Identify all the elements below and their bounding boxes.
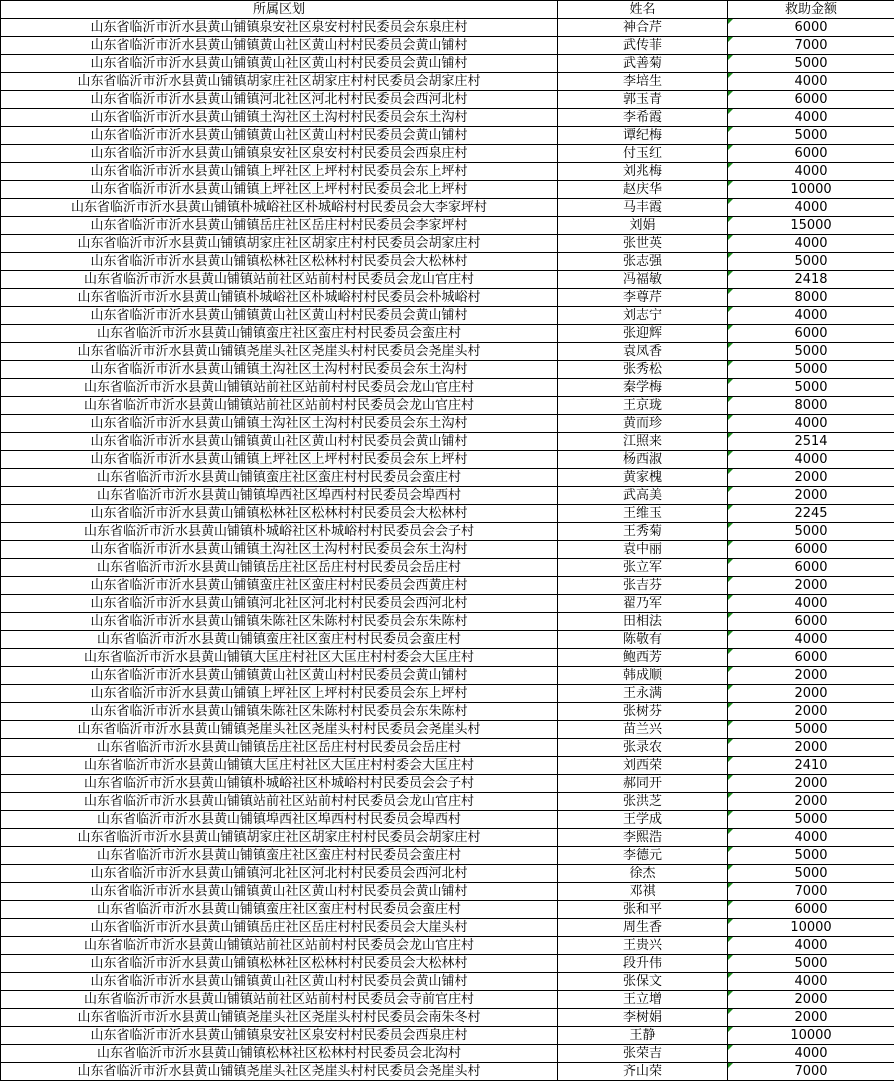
cell-amount[interactable]: 4000 — [728, 109, 894, 127]
cell-amount[interactable]: 2000 — [728, 739, 894, 757]
table-row — [1, 379, 894, 397]
table-row — [1, 1027, 894, 1045]
table-row — [1, 37, 894, 55]
table-row — [1, 487, 894, 505]
cell-name[interactable]: 田相法 — [558, 613, 728, 631]
cell-name[interactable]: 李希霞 — [558, 109, 728, 127]
cell-amount[interactable]: 5000 — [728, 721, 894, 739]
cell-amount[interactable]: 6000 — [728, 325, 894, 343]
header-name[interactable]: 姓名 — [558, 1, 728, 19]
cell-name[interactable]: 赵庆华 — [558, 181, 728, 199]
cell-amount[interactable]: 7000 — [728, 37, 894, 55]
cell-amount[interactable]: 4000 — [728, 595, 894, 613]
cell-amount[interactable]: 5000 — [728, 847, 894, 865]
cell-name[interactable]: 邓祺 — [558, 883, 728, 901]
cell-name[interactable]: 张立军 — [558, 559, 728, 577]
cell-amount[interactable]: 4000 — [728, 235, 894, 253]
cell-amount[interactable]: 6000 — [728, 559, 894, 577]
cell-amount[interactable]: 4000 — [728, 829, 894, 847]
cell-region[interactable]: 山东省临沂市沂水县黄山铺镇岳庄社区岳庄村村民委员会岳庄村 — [1, 559, 558, 577]
cell-region[interactable]: 山东省临沂市沂水县黄山铺镇朴城峪社区朴城峪村村民委员会会子村 — [1, 775, 558, 793]
table-row — [1, 253, 894, 271]
cell-amount[interactable]: 5000 — [728, 955, 894, 973]
header-row — [1, 1, 894, 19]
cell-name[interactable]: 张荣吉 — [558, 1045, 728, 1063]
cell-name[interactable]: 齐山荣 — [558, 1063, 728, 1081]
table-row — [1, 325, 894, 343]
table-row — [1, 955, 894, 973]
table-row — [1, 829, 894, 847]
cell-amount[interactable]: 6000 — [728, 19, 894, 37]
cell-amount[interactable]: 4000 — [728, 73, 894, 91]
cell-name[interactable]: 谭纪梅 — [558, 127, 728, 145]
cell-region[interactable]: 山东省临沂市沂水县黄山铺镇蛮庄社区蛮庄村村民委员会蛮庄村 — [1, 631, 558, 649]
cell-name[interactable]: 黄家槐 — [558, 469, 728, 487]
cell-name[interactable]: 刘娟 — [558, 217, 728, 235]
cell-name[interactable]: 王学成 — [558, 811, 728, 829]
cell-amount[interactable]: 10000 — [728, 919, 894, 937]
cell-amount[interactable]: 2000 — [728, 469, 894, 487]
cell-region[interactable]: 山东省临沂市沂水县黄山铺镇站前社区站前村村民委员会龙山官庄村 — [1, 271, 558, 289]
cell-name[interactable]: 秦学梅 — [558, 379, 728, 397]
cell-name[interactable]: 杨西淑 — [558, 451, 728, 469]
cell-amount[interactable]: 4000 — [728, 937, 894, 955]
table-row — [1, 541, 894, 559]
cell-amount[interactable]: 6000 — [728, 91, 894, 109]
cell-name[interactable]: 冯福敏 — [558, 271, 728, 289]
cell-amount[interactable]: 2000 — [728, 775, 894, 793]
table-row — [1, 415, 894, 433]
cell-name[interactable]: 袁中丽 — [558, 541, 728, 559]
cell-region[interactable]: 山东省临沂市沂水县黄山铺镇埠西社区埠西村村民委员会埠西村 — [1, 811, 558, 829]
cell-region[interactable]: 山东省临沂市沂水县黄山铺镇岳庄社区岳庄村村民委员会岳庄村 — [1, 739, 558, 757]
cell-region[interactable]: 山东省临沂市沂水县黄山铺镇黄山社区黄山村村民委员会黄山铺村 — [1, 37, 558, 55]
table-row — [1, 1063, 894, 1081]
cell-region[interactable]: 山东省临沂市沂水县黄山铺镇岳庄社区岳庄村村民委员会大崖头村 — [1, 919, 558, 937]
cell-name[interactable]: 张录农 — [558, 739, 728, 757]
cell-name[interactable]: 陈敬有 — [558, 631, 728, 649]
cell-amount[interactable]: 5000 — [728, 253, 894, 271]
cell-name[interactable]: 张洪芝 — [558, 793, 728, 811]
table-row — [1, 523, 894, 541]
cell-name[interactable]: 武传菲 — [558, 37, 728, 55]
cell-name[interactable]: 李熙浩 — [558, 829, 728, 847]
cell-amount[interactable]: 15000 — [728, 217, 894, 235]
cell-region[interactable]: 山东省临沂市沂水县黄山铺镇河北社区河北村村民委员会西河北村 — [1, 595, 558, 613]
cell-amount[interactable]: 5000 — [728, 55, 894, 73]
table-row — [1, 505, 894, 523]
table-body — [1, 19, 894, 1081]
cell-region[interactable]: 山东省临沂市沂水县黄山铺镇黄山社区黄山村村民委员会黄山铺村 — [1, 973, 558, 991]
table-row — [1, 847, 894, 865]
cell-region[interactable]: 山东省临沂市沂水县黄山铺镇站前社区站前村村民委员会龙山官庄村 — [1, 793, 558, 811]
cell-region[interactable]: 山东省临沂市沂水县黄山铺镇岳庄社区岳庄村村民委员会李家坪村 — [1, 217, 558, 235]
cell-amount[interactable]: 2000 — [728, 991, 894, 1009]
table-row — [1, 91, 894, 109]
cell-amount[interactable]: 5000 — [728, 379, 894, 397]
table-row — [1, 757, 894, 775]
table-row — [1, 973, 894, 991]
cell-amount[interactable]: 5000 — [728, 361, 894, 379]
cell-amount[interactable]: 6000 — [728, 613, 894, 631]
cell-name[interactable]: 徐杰 — [558, 865, 728, 883]
cell-region[interactable]: 山东省临沂市沂水县黄山铺镇土沟社区土沟村村民委员会东土沟村 — [1, 109, 558, 127]
cell-region[interactable]: 山东省临沂市沂水县黄山铺镇黄山社区黄山村村民委员会黄山铺村 — [1, 433, 558, 451]
table-row — [1, 55, 894, 73]
table-row — [1, 667, 894, 685]
cell-region[interactable]: 山东省临沂市沂水县黄山铺镇朴城峪社区朴城峪村村民委员会大李家坪村 — [1, 199, 558, 217]
cell-amount[interactable]: 4000 — [728, 973, 894, 991]
cell-region[interactable]: 山东省临沂市沂水县黄山铺镇土沟社区土沟村村民委员会东土沟村 — [1, 541, 558, 559]
cell-name[interactable]: 郭玉青 — [558, 91, 728, 109]
table-row — [1, 199, 894, 217]
cell-region[interactable]: 山东省临沂市沂水县黄山铺镇朱陈社区朱陈村村民委员会东朱陈村 — [1, 613, 558, 631]
cell-name[interactable]: 张和平 — [558, 901, 728, 919]
table-row — [1, 73, 894, 91]
cell-name[interactable]: 王永满 — [558, 685, 728, 703]
cell-region[interactable]: 山东省临沂市沂水县黄山铺镇朱陈社区朱陈村村民委员会东朱陈村 — [1, 703, 558, 721]
cell-amount[interactable]: 10000 — [728, 181, 894, 199]
cell-region[interactable]: 山东省临沂市沂水县黄山铺镇黄山社区黄山村村民委员会黄山铺村 — [1, 127, 558, 145]
cell-region[interactable]: 山东省临沂市沂水县黄山铺镇泉安社区泉安村村民委员会西泉庄村 — [1, 145, 558, 163]
table-row — [1, 433, 894, 451]
cell-amount[interactable]: 5000 — [728, 865, 894, 883]
cell-amount[interactable]: 8000 — [728, 397, 894, 415]
cell-amount[interactable]: 6000 — [728, 649, 894, 667]
cell-region[interactable]: 山东省临沂市沂水县黄山铺镇站前社区站前村村民委员会龙山官庄村 — [1, 397, 558, 415]
cell-region[interactable]: 山东省临沂市沂水县黄山铺镇蛮庄社区蛮庄村村民委员会西黄庄村 — [1, 577, 558, 595]
cell-amount[interactable]: 2000 — [728, 1009, 894, 1027]
table-row — [1, 775, 894, 793]
cell-region[interactable]: 山东省临沂市沂水县黄山铺镇上坪社区上坪村村民委员会东上坪村 — [1, 163, 558, 181]
table-row — [1, 307, 894, 325]
cell-name[interactable]: 王京珑 — [558, 397, 728, 415]
table-row — [1, 1009, 894, 1027]
cell-name[interactable]: 江照来 — [558, 433, 728, 451]
cell-region[interactable]: 山东省临沂市沂水县黄山铺镇埠西社区埠西村村民委员会埠西村 — [1, 487, 558, 505]
cell-region[interactable]: 山东省临沂市沂水县黄山铺镇泉安社区泉安村村民委员会东泉庄村 — [1, 19, 558, 37]
cell-name[interactable]: 王贵兴 — [558, 937, 728, 955]
table-row — [1, 577, 894, 595]
cell-amount[interactable]: 4000 — [728, 163, 894, 181]
cell-amount[interactable]: 5000 — [728, 127, 894, 145]
cell-region[interactable]: 山东省临沂市沂水县黄山铺镇尧崖头社区尧崖头村村民委员会尧崖头村 — [1, 721, 558, 739]
table-row — [1, 271, 894, 289]
cell-region[interactable]: 山东省临沂市沂水县黄山铺镇上坪社区上坪村村民委员会东上坪村 — [1, 451, 558, 469]
cell-name[interactable]: 韩成顺 — [558, 667, 728, 685]
table-row — [1, 631, 894, 649]
cell-name[interactable]: 张保文 — [558, 973, 728, 991]
cell-region[interactable]: 山东省临沂市沂水县黄山铺镇尧崖头社区尧崖头村村民委员会尧崖头村 — [1, 343, 558, 361]
table-row — [1, 793, 894, 811]
cell-name[interactable]: 武善菊 — [558, 55, 728, 73]
cell-amount[interactable]: 2000 — [728, 487, 894, 505]
cell-region[interactable]: 山东省临沂市沂水县黄山铺镇松林社区松林村村民委员会大松林村 — [1, 505, 558, 523]
table-row — [1, 397, 894, 415]
table-row — [1, 703, 894, 721]
cell-region[interactable]: 山东省临沂市沂水县黄山铺镇上坪社区上坪村村民委员会北上坪村 — [1, 181, 558, 199]
cell-region[interactable]: 山东省临沂市沂水县黄山铺镇土沟社区土沟村村民委员会东土沟村 — [1, 415, 558, 433]
cell-amount[interactable]: 2000 — [728, 793, 894, 811]
cell-amount[interactable]: 2000 — [728, 685, 894, 703]
table-row — [1, 721, 894, 739]
cell-name[interactable]: 刘西荣 — [558, 757, 728, 775]
table-row — [1, 865, 894, 883]
table-row — [1, 613, 894, 631]
cell-amount[interactable]: 4000 — [728, 631, 894, 649]
header-region[interactable]: 所属区划 — [1, 1, 558, 19]
cell-name[interactable]: 张志强 — [558, 253, 728, 271]
cell-amount[interactable]: 2000 — [728, 667, 894, 685]
table-row — [1, 991, 894, 1009]
cell-name[interactable]: 苗兰兴 — [558, 721, 728, 739]
cell-amount[interactable]: 4000 — [728, 199, 894, 217]
table-row — [1, 127, 894, 145]
cell-name[interactable]: 刘志宁 — [558, 307, 728, 325]
header-amount[interactable]: 救助金额 — [728, 1, 894, 19]
table-row — [1, 451, 894, 469]
cell-region[interactable]: 山东省临沂市沂水县黄山铺镇蛮庄社区蛮庄村村民委员会蛮庄村 — [1, 847, 558, 865]
cell-amount[interactable]: 7000 — [728, 1063, 894, 1081]
cell-region[interactable]: 山东省临沂市沂水县黄山铺镇朴城峪社区朴城峪村村民委员会朴城峪村 — [1, 289, 558, 307]
cell-amount[interactable]: 2000 — [728, 703, 894, 721]
cell-name[interactable]: 张迎辉 — [558, 325, 728, 343]
cell-name[interactable]: 刘兆梅 — [558, 163, 728, 181]
table-row — [1, 469, 894, 487]
cell-name[interactable]: 神合芹 — [558, 19, 728, 37]
cell-region[interactable]: 山东省临沂市沂水县黄山铺镇黄山社区黄山村村民委员会黄山铺村 — [1, 55, 558, 73]
cell-region[interactable]: 山东省临沂市沂水县黄山铺镇蛮庄社区蛮庄村村民委员会蛮庄村 — [1, 469, 558, 487]
cell-name[interactable]: 李尊芹 — [558, 289, 728, 307]
cell-region[interactable]: 山东省临沂市沂水县黄山铺镇大匡庄村社区大匡庄村村委会大匡庄村 — [1, 757, 558, 775]
cell-name[interactable]: 付玉红 — [558, 145, 728, 163]
table-row — [1, 109, 894, 127]
cell-name[interactable]: 王秀菊 — [558, 523, 728, 541]
cell-region[interactable]: 山东省临沂市沂水县黄山铺镇站前社区站前村村民委员会龙山官庄村 — [1, 379, 558, 397]
cell-amount[interactable]: 4000 — [728, 1045, 894, 1063]
cell-name[interactable]: 张吉芬 — [558, 577, 728, 595]
cell-name[interactable]: 翟乃军 — [558, 595, 728, 613]
cell-name[interactable]: 王立增 — [558, 991, 728, 1009]
table-row — [1, 181, 894, 199]
cell-amount[interactable]: 5000 — [728, 523, 894, 541]
cell-amount[interactable]: 2514 — [728, 433, 894, 451]
table-row — [1, 901, 894, 919]
cell-region[interactable]: 山东省临沂市沂水县黄山铺镇土沟社区土沟村村民委员会东土沟村 — [1, 361, 558, 379]
cell-region[interactable]: 山东省临沂市沂水县黄山铺镇胡家庄社区胡家庄村村民委员会胡家庄村 — [1, 235, 558, 253]
cell-region[interactable]: 山东省临沂市沂水县黄山铺镇尧崖头社区尧崖头村村民委员会尧崖头村 — [1, 1063, 558, 1081]
table-row — [1, 649, 894, 667]
cell-amount[interactable]: 5000 — [728, 811, 894, 829]
cell-name[interactable]: 李培生 — [558, 73, 728, 91]
cell-region[interactable]: 山东省临沂市沂水县黄山铺镇河北社区河北村村民委员会西河北村 — [1, 865, 558, 883]
cell-amount[interactable]: 8000 — [728, 289, 894, 307]
cell-name[interactable]: 鲍西芳 — [558, 649, 728, 667]
cell-region[interactable]: 山东省临沂市沂水县黄山铺镇站前社区站前村村民委员会龙山官庄村 — [1, 937, 558, 955]
cell-amount[interactable]: 10000 — [728, 1027, 894, 1045]
table-row — [1, 289, 894, 307]
cell-amount[interactable]: 5000 — [728, 343, 894, 361]
cell-name[interactable]: 马丰霞 — [558, 199, 728, 217]
cell-name[interactable]: 王静 — [558, 1027, 728, 1045]
cell-name[interactable]: 段升伟 — [558, 955, 728, 973]
cell-amount[interactable]: 2410 — [728, 757, 894, 775]
cell-amount[interactable]: 4000 — [728, 415, 894, 433]
table-row — [1, 361, 894, 379]
table-row — [1, 145, 894, 163]
cell-amount[interactable]: 7000 — [728, 883, 894, 901]
cell-name[interactable]: 武高美 — [558, 487, 728, 505]
cell-region[interactable]: 山东省临沂市沂水县黄山铺镇松林社区松林村村民委员会大松林村 — [1, 253, 558, 271]
cell-region[interactable]: 山东省临沂市沂水县黄山铺镇松林社区松林村村民委员会大松林村 — [1, 955, 558, 973]
cell-region[interactable]: 山东省临沂市沂水县黄山铺镇大匡庄村社区大匡庄村村委会大匡庄村 — [1, 649, 558, 667]
cell-region[interactable]: 山东省临沂市沂水县黄山铺镇黄山社区黄山村村民委员会黄山铺村 — [1, 307, 558, 325]
table-row — [1, 685, 894, 703]
cell-region[interactable]: 山东省临沂市沂水县黄山铺镇蛮庄社区蛮庄村村民委员会蛮庄村 — [1, 901, 558, 919]
cell-region[interactable]: 山东省临沂市沂水县黄山铺镇尧崖头社区尧崖头村村民委员会南朱冬村 — [1, 1009, 558, 1027]
cell-name[interactable]: 黄而珍 — [558, 415, 728, 433]
cell-amount[interactable]: 2418 — [728, 271, 894, 289]
cell-amount[interactable]: 6000 — [728, 145, 894, 163]
table-row — [1, 163, 894, 181]
cell-region[interactable]: 山东省临沂市沂水县黄山铺镇蛮庄社区蛮庄村村民委员会蛮庄村 — [1, 325, 558, 343]
cell-region[interactable]: 山东省临沂市沂水县黄山铺镇胡家庄社区胡家庄村村民委员会胡家庄村 — [1, 73, 558, 91]
cell-amount[interactable]: 4000 — [728, 307, 894, 325]
table-row — [1, 1045, 894, 1063]
cell-region[interactable]: 山东省临沂市沂水县黄山铺镇河北社区河北村村民委员会西河北村 — [1, 91, 558, 109]
cell-name[interactable]: 袁凤香 — [558, 343, 728, 361]
table-row — [1, 19, 894, 37]
cell-amount[interactable]: 6000 — [728, 901, 894, 919]
cell-amount[interactable]: 6000 — [728, 541, 894, 559]
table-row — [1, 595, 894, 613]
cell-name[interactable]: 李树娟 — [558, 1009, 728, 1027]
table-row — [1, 559, 894, 577]
cell-name[interactable]: 李德元 — [558, 847, 728, 865]
table-row — [1, 343, 894, 361]
cell-amount[interactable]: 4000 — [728, 451, 894, 469]
cell-region[interactable]: 山东省临沂市沂水县黄山铺镇泉安社区泉安村村民委员会西泉庄村 — [1, 1027, 558, 1045]
cell-name[interactable]: 王维玉 — [558, 505, 728, 523]
table-row — [1, 919, 894, 937]
cell-name[interactable]: 张秀松 — [558, 361, 728, 379]
cell-region[interactable]: 山东省临沂市沂水县黄山铺镇上坪社区上坪村村民委员会东上坪村 — [1, 685, 558, 703]
cell-amount[interactable]: 2000 — [728, 577, 894, 595]
table-row — [1, 235, 894, 253]
cell-name[interactable]: 周生香 — [558, 919, 728, 937]
table-row — [1, 217, 894, 235]
cell-region[interactable]: 山东省临沂市沂水县黄山铺镇松林社区松林村村民委员会北沟村 — [1, 1045, 558, 1063]
table-row — [1, 811, 894, 829]
cell-region[interactable]: 山东省临沂市沂水县黄山铺镇朴城峪社区朴城峪村村民委员会会子村 — [1, 523, 558, 541]
cell-name[interactable]: 郝同开 — [558, 775, 728, 793]
table-row — [1, 739, 894, 757]
cell-region[interactable]: 山东省临沂市沂水县黄山铺镇站前社区站前村村民委员会寺前官庄村 — [1, 991, 558, 1009]
cell-name[interactable]: 张世英 — [558, 235, 728, 253]
table-row — [1, 937, 894, 955]
cell-name[interactable]: 张树芬 — [558, 703, 728, 721]
cell-region[interactable]: 山东省临沂市沂水县黄山铺镇胡家庄社区胡家庄村村民委员会胡家庄村 — [1, 829, 558, 847]
cell-region[interactable]: 山东省临沂市沂水县黄山铺镇黄山社区黄山村村民委员会黄山铺村 — [1, 883, 558, 901]
cell-amount[interactable]: 2245 — [728, 505, 894, 523]
table-row — [1, 883, 894, 901]
cell-region[interactable]: 山东省临沂市沂水县黄山铺镇黄山社区黄山村村民委员会黄山铺村 — [1, 667, 558, 685]
